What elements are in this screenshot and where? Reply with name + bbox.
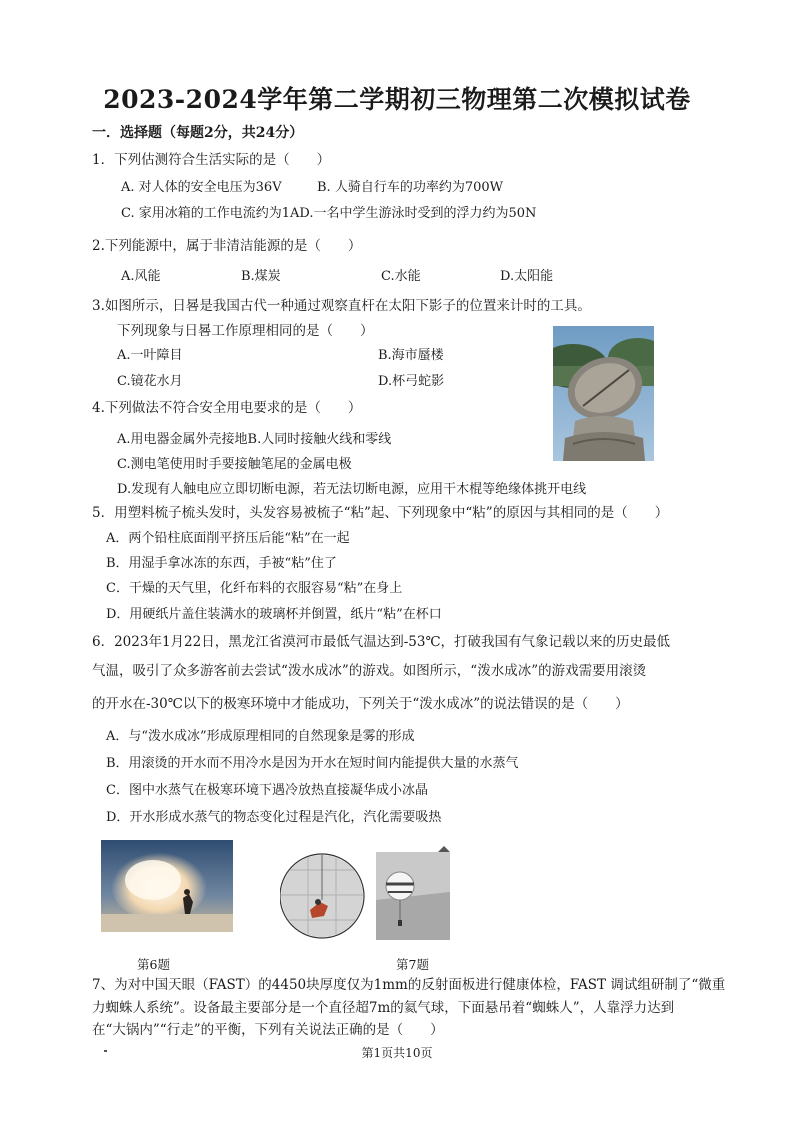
question-5-option-b: B．用湿手拿冰冻的东西，手被“粘”住了 [106, 556, 337, 571]
question-5-option-a: A．两个铅柱底面削平挤压后能“粘”在一起 [106, 531, 350, 546]
figure-7-caption: 第7题 [396, 957, 429, 972]
question-3-option-b: B.海市蜃楼 [378, 348, 444, 363]
exam-title: 2023-2024学年第二学期初三物理第二次模拟试卷 [103, 85, 691, 114]
question-4-stem: 4.下列做法不符合安全用电要求的是（ ） [92, 400, 362, 416]
question-2-option-c: C.水能 [381, 269, 421, 284]
question-4-option-d: D.发现有人触电应立即切断电源，若无法切断电源，应用干木棍等绝缘体挑开电线 [117, 482, 587, 497]
question-1-stem: 1．下列估测符合生活实际的是（ ） [92, 152, 331, 168]
section-heading: 一．选择题（每题2分，共24分） [92, 125, 304, 141]
question-7-line-3: 在“大锅内”“行走”的平衡，下列有关说法正确的是（ ） [92, 1022, 444, 1038]
question-6-option-c: C．图中水蒸气在极寒环境下遇冷放热直接凝华成小冰晶 [106, 783, 428, 798]
question-6-option-d: D．开水形成水蒸气的物态变化过程是汽化，汽化需要吸热 [106, 810, 442, 825]
question-3-option-a: A.一叶障目 [117, 348, 183, 363]
question-3-stem: 3.如图所示，日晷是我国古代一种通过观察直杆在太阳下影子的位置来计时的工具。 [92, 298, 591, 314]
question-6-option-b: B．用滚烫的开水而不用冷水是因为开水在短时间内能提供大量的水蒸气 [106, 756, 519, 771]
question-4-option-c: C.测电笔使用时手要接触笔尾的金属电极 [117, 457, 352, 472]
figure-7-image [280, 840, 470, 952]
question-1-option-a: A. 对人体的安全电压为36V [121, 180, 282, 195]
question-3-option-d: D.杯弓蛇影 [378, 374, 445, 389]
question-2-option-a: A.风能 [121, 269, 161, 284]
figure-6-caption: 第6题 [137, 957, 170, 972]
question-2-option-b: B.煤炭 [241, 269, 281, 284]
question-5-option-d: D．用硬纸片盖住装满水的玻璃杯并倒置，纸片“粘”在杯口 [106, 607, 442, 622]
question-4-option-ab: A.用电器金属外壳接地B.人同时接触火线和零线 [117, 432, 392, 447]
question-5-stem: 5．用塑料梳子梳头发时，头发容易被梳子“粘”起、下列现象中“粘”的原因与其相同的是（ ） [92, 505, 669, 521]
figure-6-image [101, 840, 233, 932]
question-6-option-a: A．与“泼水成冰”形成原理相同的自然现象是雾的形成 [106, 729, 415, 744]
question-3-option-c: C.镜花水月 [117, 374, 183, 389]
question-6-line-2: 气温，吸引了众多游客前去尝试“泼水成冰”的游戏。如图所示，“泼水成冰”的游戏需要用滚烫 [92, 663, 647, 679]
question-2-stem: 2.下列能源中，属于非清洁能源的是（ ） [92, 238, 362, 254]
question-2-option-d: D.太阳能 [500, 269, 554, 284]
question-1-option-cd: C. 家用冰箱的工作电流约为1AD.一名中学生游泳时受到的浮力约为50N [121, 206, 537, 221]
page-footer: 第1页共10页 [361, 1046, 433, 1060]
question-7-line-2: 力蜘蛛人系统”。设备最主要部分是一个直径超7m的氦气球，下面悬吊着“蜘蛛人”，人靠浮力达到 [92, 1000, 675, 1016]
question-6-line-3: 的开水在-30℃以下的极寒环境中才能成功，下列关于“泼水成冰”的说法错误的是（ ） [92, 696, 629, 712]
sundial-image [553, 326, 654, 461]
question-3-stem-2: 下列现象与日晷工作原理相同的是（ ） [117, 323, 374, 339]
question-1-option-b: B. 人骑自行车的功率约为700W [317, 180, 503, 195]
question-5-option-c: C．干燥的天气里，化纤布料的衣服容易“粘”在身上 [106, 581, 403, 596]
question-6-line-1: 6．2023年1月22日，黑龙江省漠河市最低气温达到-53℃，打破我国有气象记载以来的历史最低 [92, 634, 671, 650]
question-7-line-1: 7、为对中国天眼（FAST）的4450块厚度仅为1mm的反射面板进行健康体检，FAST 调试组研制了“微重 [92, 977, 726, 993]
